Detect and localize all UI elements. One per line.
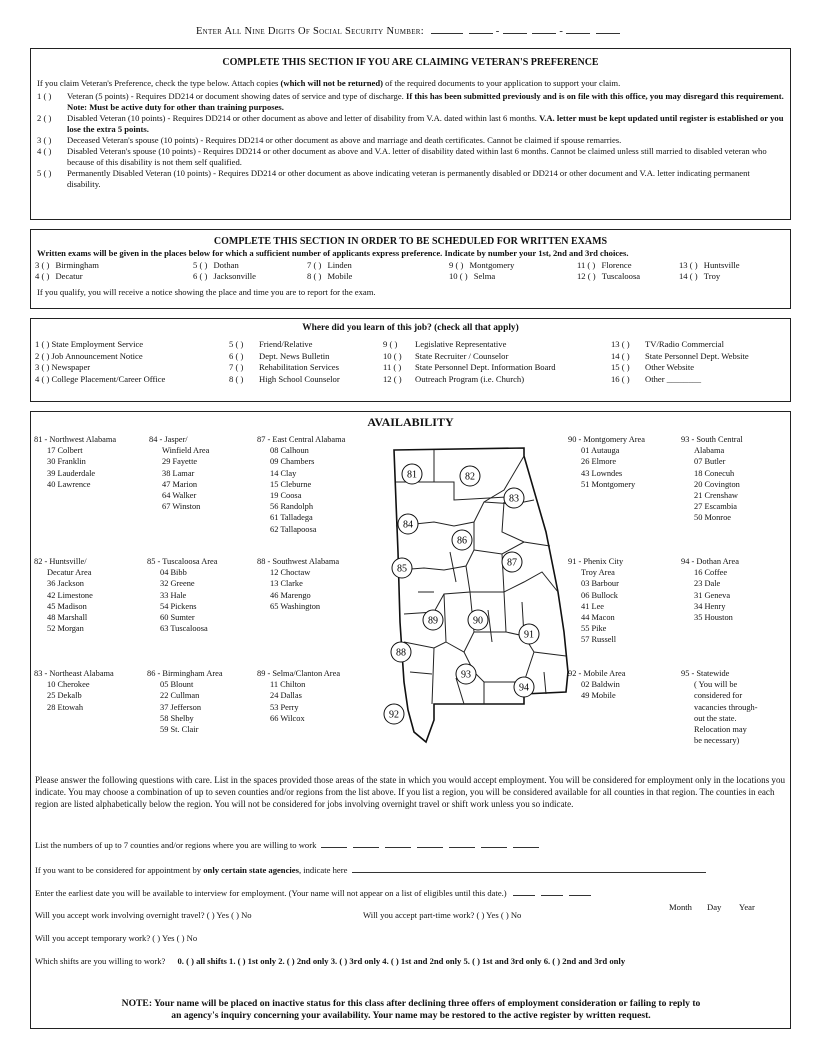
ssn-label-text: Enter All Nine Digits Of Social Security Number:: [195, 26, 424, 37]
county-item: 05 Blount: [160, 680, 194, 690]
region-heading: 85 - Tuscaloosa Area: [147, 557, 218, 566]
svg-text:89: 89: [428, 615, 438, 627]
region-block: [257, 556, 339, 612]
county-item: 09 Chambers: [270, 457, 315, 467]
exam-site-option[interactable]: 12 ( ) Tuscaloosa: [577, 271, 641, 281]
job-source-option[interactable]: Legislative Representative: [415, 339, 507, 349]
county-item: 44 Macon: [581, 613, 615, 623]
region-heading: 86 - Birmingham Area: [147, 669, 223, 678]
job-source-option[interactable]: Other Website: [645, 362, 695, 372]
region-heading: 95 - Statewide: [681, 669, 730, 678]
job-source-option: 9 ( ): [383, 339, 398, 349]
county-field-1[interactable]: [321, 847, 347, 848]
county-item: 31 Geneva: [694, 590, 731, 600]
svg-text:85: 85: [397, 563, 407, 575]
region-block: [681, 668, 757, 746]
job-source-option: 5 ( ): [229, 339, 244, 349]
county-item: 10 Cherokee: [47, 680, 90, 690]
county-item: out the state.: [694, 713, 737, 723]
county-item: 08 Calhoun: [270, 446, 309, 456]
county-item: 02 Baldwin: [581, 680, 620, 690]
county-item: 06 Bullock: [581, 590, 618, 600]
job-source-option[interactable]: 4 ( ) College Placement/Career Office: [35, 373, 166, 384]
exam-site-option[interactable]: 4 ( ) Decatur: [35, 271, 83, 281]
svg-text:81: 81: [407, 469, 417, 481]
job-source-option[interactable]: State Personnel Dept. Website: [645, 350, 749, 361]
map-region-84: [398, 514, 418, 534]
veteran-option[interactable]: [37, 146, 784, 168]
map-region-82: [460, 466, 480, 486]
county-item: 19 Coosa: [270, 491, 302, 501]
job-source-option: 16 ( ): [611, 373, 630, 384]
exam-site-option[interactable]: 10 ( ) Selma: [449, 271, 496, 281]
job-source-option: 15 ( ): [611, 362, 630, 372]
written-exams-section: [30, 229, 791, 309]
county-item: 01 Autauga: [581, 446, 620, 456]
county-item: 15 Cleburne: [270, 479, 312, 489]
county-item: be necessary): [694, 736, 740, 746]
county-field-2[interactable]: [353, 847, 379, 848]
county-item: 18 Conecuh: [694, 468, 735, 478]
exams-instruction: Written exams will be given in the places below for which a sufficient number of applicants express preference. Indicate by number your 1st, 2nd and 3rd choices.: [37, 248, 629, 258]
map-region-86: [452, 530, 472, 550]
county-item: vacancies through-: [694, 702, 758, 712]
job-source-option: 8 ( ): [229, 373, 244, 384]
county-item: 56 Randolph: [270, 502, 314, 512]
veteran-option[interactable]: [37, 113, 784, 135]
county-item: 14 Clay: [270, 468, 297, 478]
county-item: 39 Lauderdale: [47, 468, 96, 478]
exam-site-option[interactable]: 7 ( ) Linden: [307, 260, 352, 270]
county-item: 27 Escambia: [694, 502, 738, 512]
region-block: [257, 668, 340, 724]
county-item: 11 Chilton: [270, 680, 306, 690]
county-item: 61 Talladega: [270, 513, 313, 523]
agencies-field[interactable]: [352, 872, 706, 873]
county-field-4[interactable]: [417, 847, 443, 848]
county-field-3[interactable]: [385, 847, 411, 848]
region-block: [34, 434, 116, 490]
county-item: 65 Washington: [270, 601, 321, 611]
availability-title: AVAILABILITY: [367, 415, 454, 429]
county-item: 57 Russell: [581, 635, 617, 645]
county-item: 53 Perry: [270, 702, 299, 712]
county-item: Alabama: [694, 446, 725, 456]
job-source-option[interactable]: Other ________: [645, 373, 702, 384]
region-block: [257, 434, 345, 535]
county-item: 48 Marshall: [47, 613, 88, 623]
date-year-field[interactable]: [569, 895, 591, 896]
map-region-91: [519, 624, 539, 644]
exam-site-option[interactable]: 11 ( ) Florence: [577, 260, 632, 270]
region-heading: 84 - Jasper/: [149, 435, 188, 444]
svg-text:83: 83: [509, 493, 519, 505]
exams-section-title: COMPLETE THIS SECTION IN ORDER TO BE SCHEDULED FOR WRITTEN EXAMS: [213, 236, 608, 247]
county-field-5[interactable]: [449, 847, 475, 848]
map-region-85: [392, 558, 412, 578]
date-year-label: Year: [739, 902, 755, 912]
region-heading: 93 - South Central: [681, 435, 743, 444]
veteran-option[interactable]: [37, 168, 784, 190]
job-source-option: 12 ( ): [383, 373, 402, 384]
county-item: 63 Tuscaloosa: [160, 624, 208, 634]
job-source-title: Where did you learn of this job? (check all that apply): [302, 323, 519, 333]
job-source-option[interactable]: Dept. News Bulletin: [259, 350, 330, 361]
county-item: 33 Hale: [160, 590, 187, 600]
county-item: 54 Pickens: [160, 601, 197, 611]
veteran-preference-section: [30, 48, 791, 220]
availability-section: [30, 411, 791, 1029]
county-item: 64 Walker: [162, 491, 197, 501]
county-item: 36 Jackson: [47, 579, 84, 589]
veteran-option-text: Disabled Veteran (10 points) - Requires DD214 or other document as above and letter of disability from V.A. dated within last 6 months. V.A. letter must be kept updated until register is established or you lose the extra 5 points.: [67, 113, 784, 134]
exam-site-option[interactable]: 5 ( ) Dothan: [193, 260, 239, 270]
job-source-option[interactable]: 2 ( ) Job Announcement Notice: [35, 350, 143, 361]
svg-text:92: 92: [389, 709, 399, 721]
county-item: 58 Shelby: [160, 713, 194, 723]
exam-site-option[interactable]: 13 ( ) Huntsville: [679, 260, 740, 270]
ssn-field-5[interactable]: [566, 33, 590, 34]
region-block: [681, 434, 743, 524]
ssn-field-1[interactable]: [431, 33, 463, 34]
county-item: 52 Morgan: [47, 624, 84, 634]
earliest-date-question: Enter the earliest date you will be available to interview for employment. (Your name will not appear on a list of eligibles until this date.): [35, 888, 591, 898]
county-item: 51 Montgomery: [581, 479, 636, 489]
exam-site-option[interactable]: 3 ( ) Birmingham: [35, 260, 99, 270]
county-item: 34 Henry: [694, 601, 726, 611]
county-item: 37 Jefferson: [160, 702, 202, 712]
county-item: 47 Marion: [162, 479, 198, 489]
job-source-option: 11 ( ): [383, 362, 402, 372]
county-item: 62 Tallapoosa: [270, 524, 317, 534]
availability-instructions: Please answer the following questions with care. List in the spaces provided those areas of the state in which you would accept employment. You will be considered for employment only in the locations you indicate. You may choose a combination of up to seven counties and/or regions from the list above. If you list a region, you will be considered available for all counties in that region. The counties in each region are listed alphabetically below the region. You will not be considered for jobs involving overnight travel or shift work unless you so indicate.: [35, 775, 786, 809]
region-block: [147, 556, 217, 634]
county-item: Relocation may: [694, 725, 747, 735]
svg-text:91: 91: [524, 629, 534, 641]
region-block: [681, 556, 739, 623]
county-item: 07 Butler: [694, 457, 726, 467]
overnight-travel-question[interactable]: Will you accept work involving overnight travel? ( ) Yes ( ) No: [35, 910, 252, 920]
county-item: 23 Dale: [694, 579, 721, 589]
region-heading: 89 - Selma/Clanton Area: [257, 669, 341, 678]
inactive-status-note: NOTE: Your name will be placed on inactive status for this class after declining three offers of employment consideration or failing to reply to an agency's inquiry concerning your availability. Your name may be restored to the active register by written request.: [121, 998, 701, 1021]
svg-text:90: 90: [473, 615, 483, 627]
ssn-field-3[interactable]: [503, 33, 527, 34]
region-heading: 90 - Montgomery Area: [568, 435, 645, 444]
ssn-field-6[interactable]: [596, 33, 620, 34]
job-source-section: [30, 318, 791, 402]
map-region-87: [502, 552, 522, 572]
county-item: 66 Wilcox: [270, 713, 305, 723]
job-source-option[interactable]: 3 ( ) Newspaper: [35, 362, 91, 372]
region-block: [147, 668, 223, 735]
region-block: [34, 668, 114, 713]
ssn-label: Enter All Nine Digits Of Social Security Number: - -: [0, 26, 816, 37]
date-month-label: Month: [669, 902, 692, 912]
veteran-option-text: Deceased Veteran's spouse (10 points) - Requires DD214 or other document as above and marriage and death certificates. Cannot be claimed if spouse remarries.: [67, 135, 622, 145]
ssn-field-4[interactable]: [532, 33, 556, 34]
county-item: 45 Madison: [47, 601, 87, 611]
county-item: 67 Winston: [162, 502, 201, 512]
svg-text:87: 87: [507, 557, 517, 569]
job-source-option: 6 ( ): [229, 350, 244, 361]
veteran-option-checkbox[interactable]: 3 ( ): [37, 135, 52, 145]
region-block: [34, 556, 93, 634]
veteran-option-text: Permanently Disabled Veteran (10 points) - Requires DD214 or other document as above indicating veteran is permanently disabled or DD214 or other document and V.A. letter indicating permanent disability.: [67, 168, 750, 189]
job-source-option[interactable]: Friend/Relative: [259, 339, 313, 349]
date-day-label: Day: [707, 902, 722, 912]
exam-site-option[interactable]: 8 ( ) Mobile: [307, 271, 353, 281]
veteran-option-checkbox[interactable]: 5 ( ): [37, 168, 52, 178]
svg-text:84: 84: [403, 519, 413, 531]
veteran-intro: If you claim Veteran's Preference, check the type below. Attach copies (which will not be returned) of the required documents to your application to support your claim.: [37, 78, 621, 88]
temporary-work-question[interactable]: Will you accept temporary work? ( ) Yes ( ) No: [35, 933, 198, 943]
county-item: 42 Limestone: [47, 590, 93, 600]
exams-footer: If you qualify, you will receive a notice showing the place and time you are to report for the exam.: [37, 287, 376, 297]
county-item: 30 Franklin: [47, 457, 86, 467]
map-region-93: [456, 664, 476, 684]
job-source-options: [31, 333, 790, 393]
county-item: 04 Bibb: [160, 568, 187, 578]
job-source-option[interactable]: High School Counselor: [259, 373, 340, 384]
exam-sites: [31, 259, 790, 295]
county-item: 17 Colbert: [47, 446, 83, 456]
county-item: 28 Etowah: [47, 702, 84, 712]
region-heading: 82 - Huntsville/: [34, 557, 87, 566]
county-item: 24 Dallas: [270, 691, 302, 701]
date-month-field[interactable]: [513, 895, 535, 896]
county-item: 29 Fayette: [162, 457, 198, 467]
county-item: considered for: [694, 691, 743, 701]
veteran-option[interactable]: [37, 135, 784, 146]
region-heading: 81 - Northwest Alabama: [34, 435, 117, 444]
county-item: 35 Houston: [694, 613, 733, 623]
veteran-option-checkbox[interactable]: 2 ( ): [37, 113, 52, 123]
county-item: 49 Mobile: [581, 691, 616, 701]
exam-site-option[interactable]: 9 ( ) Montgomery: [449, 260, 515, 270]
map-region-94: [514, 677, 534, 697]
veteran-option-checkbox[interactable]: 4 ( ): [37, 146, 52, 156]
job-source-option[interactable]: TV/Radio Commercial: [645, 339, 724, 349]
exam-site-option[interactable]: 6 ( ) Jacksonville: [193, 271, 256, 281]
county-item: 12 Choctaw: [270, 568, 311, 578]
county-item: 60 Sumter: [160, 613, 195, 623]
region-heading: 83 - Northeast Alabama: [34, 669, 114, 678]
region-heading: 94 - Dothan Area: [681, 557, 739, 566]
job-source-option[interactable]: Outreach Program (i.e. Church): [415, 373, 525, 384]
job-source-option: 7 ( ): [229, 362, 244, 372]
date-day-field[interactable]: [541, 895, 563, 896]
map-region-92: [384, 704, 404, 724]
svg-text:93: 93: [461, 669, 471, 681]
region-heading: 87 - East Central Alabama: [257, 435, 346, 444]
veteran-option-text: Disabled Veteran's spouse (10 points) - Requires DD214 or other document as above and V.A. letter of disability dated within last 6 months. Cannot be claimed unless still married to disabled veteran who because of this disability is not them self qualified.: [67, 146, 767, 167]
county-item: 20 Covington: [694, 479, 740, 489]
region-heading: 88 - Southwest Alabama: [257, 557, 340, 566]
county-item: Winfield Area: [162, 446, 210, 456]
veteran-options: [31, 89, 790, 190]
job-source-option: 14 ( ): [611, 350, 630, 361]
svg-text:82: 82: [465, 471, 475, 483]
counties-question: List the numbers of up to 7 counties and/or regions where you are willing to work: [35, 840, 539, 850]
county-item: 38 Lamar: [162, 468, 195, 478]
job-source-option[interactable]: Rehabilitation Services: [259, 362, 339, 372]
region-heading: 91 - Phenix City: [568, 557, 624, 566]
county-item: 50 Monroe: [694, 513, 731, 523]
county-item: 32 Greene: [160, 579, 195, 589]
shift-options[interactable]: 0. ( ) all shifts 1. ( ) 1st only 2. ( ) 2nd only 3. ( ) 3rd only 4. ( ) 1st and 2nd only 5. ( ) 1st and 3rd only 6. ( ) 2nd and 3rd only: [177, 956, 626, 966]
county-field-7[interactable]: [513, 847, 539, 848]
county-item: 03 Barbour: [581, 579, 619, 589]
alabama-region-map: [374, 442, 586, 747]
map-region-88: [391, 642, 411, 662]
county-item: 43 Lowndes: [581, 468, 623, 478]
veteran-option-text: Veteran (5 points) - Requires DD214 or document showing dates of service and type of discharge. If this has been submitted previously and is on file with this office, you may disregard this requirement. Note: Must be active duty for other than training purposes.: [67, 91, 784, 112]
job-source-option: 13 ( ): [611, 339, 630, 349]
county-item: 55 Pike: [581, 624, 607, 634]
veteran-option-checkbox[interactable]: 1 ( ): [37, 91, 52, 101]
svg-text:94: 94: [519, 682, 529, 694]
county-item: 41 Lee: [581, 601, 605, 611]
map-region-90: [468, 610, 488, 630]
agencies-question: If you want to be considered for appointment by only certain state agencies, indicate here: [35, 865, 706, 875]
county-item: Troy Area: [581, 568, 615, 578]
job-source-option[interactable]: State Recruiter / Counselor: [415, 350, 509, 361]
map-region-81: [402, 464, 422, 484]
map-region-83: [504, 488, 524, 508]
region-block: [149, 434, 209, 512]
county-item: 22 Cullman: [160, 691, 200, 701]
veteran-section-title: COMPLETE THIS SECTION IF YOU ARE CLAIMING VETERAN'S PREFERENCE: [222, 57, 599, 68]
job-source-option: 10 ( ): [383, 350, 402, 361]
svg-text:88: 88: [396, 647, 406, 659]
county-item: 40 Lawrence: [47, 479, 91, 489]
county-item: 46 Marengo: [270, 590, 311, 600]
county-item: 26 Elmore: [581, 457, 617, 467]
county-field-6[interactable]: [481, 847, 507, 848]
exam-site-option[interactable]: 14 ( ) Troy: [679, 271, 721, 281]
job-source-option[interactable]: State Personnel Dept. Information Board: [415, 362, 556, 372]
veteran-option[interactable]: [37, 91, 784, 113]
county-item: Decatur Area: [47, 568, 92, 578]
ssn-field-2[interactable]: [469, 33, 493, 34]
job-source-option[interactable]: 1 ( ) State Employment Service: [35, 339, 144, 349]
county-item: 21 Crenshaw: [694, 491, 738, 501]
map-region-89: [423, 610, 443, 630]
part-time-question[interactable]: Will you accept part-time work? ( ) Yes ( ) No: [363, 910, 522, 920]
county-item: 25 Dekalb: [47, 691, 82, 701]
region-heading: 92 - Mobile Area: [568, 669, 626, 678]
svg-text:86: 86: [457, 535, 467, 547]
county-item: ( You will be: [694, 680, 738, 690]
county-item: 13 Clarke: [270, 579, 303, 589]
shifts-question: Which shifts are you willing to work? 0. ( ) all shifts 1. ( ) 1st only 2. ( ) 2nd only 3. ( ) 3rd only 4. ( ) 1st and 2nd only 5. ( ) 1st and 3rd only 6. ( ) 2nd and 3rd only: [35, 956, 626, 966]
county-item: 16 Coffee: [694, 568, 728, 578]
county-item: 59 St. Clair: [160, 725, 199, 735]
